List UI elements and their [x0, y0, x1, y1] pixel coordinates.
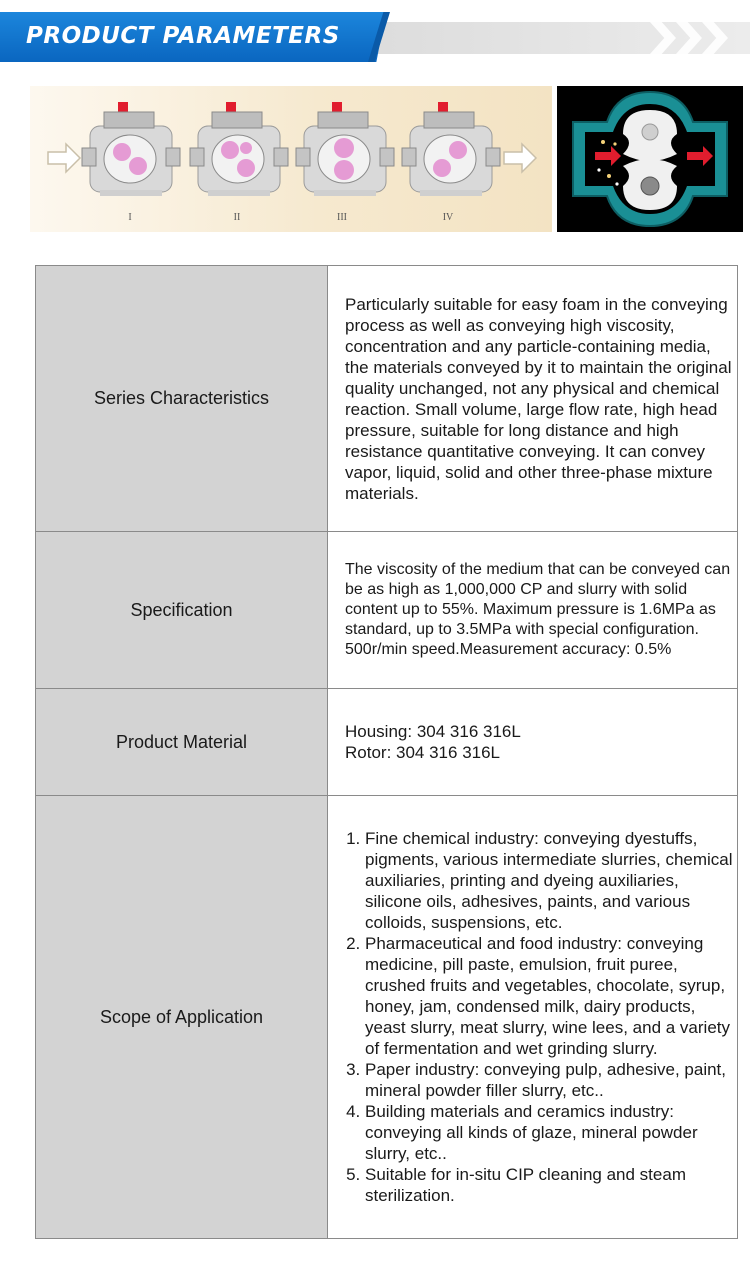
list-item: 3. Paper industry: conveying pulp, adhesive, paint, mineral powder filler slurry, etc..: [365, 1059, 735, 1101]
row-label-scope-of-application: Scope of Application: [36, 796, 328, 1239]
pump-stage-1: [82, 102, 180, 196]
pump-stages-svg: [30, 86, 552, 232]
header-banner: [0, 12, 750, 62]
list-item: 5. Suitable for in-situ CIP cleaning and steam sterilization.: [365, 1164, 735, 1206]
stage-label: III: [337, 212, 347, 223]
list-item: 1. Fine chemical industry: conveying dyestuffs, pigments, various intermediate slurries, chemical auxiliaries, printing and dyeing auxiliaries, silicone oils, adhesives, paints, and various colloids, suspensions, etc.: [365, 828, 735, 933]
material-rotor: Rotor: 304 316 316L: [345, 743, 501, 762]
pump-stage-3: [296, 102, 394, 196]
row-value-scope-of-application: [328, 796, 738, 1239]
lobe-pump-stages-illustration: [30, 86, 552, 232]
row-value-series-characteristics: Particularly suitable for easy foam in the conveying process as well as conveying high viscosity, concentration and any particle-containing media, the materials conveyed by it to maintain the original quality unchanged, not any physical and chemical reaction. Small volume, large flow rate, high head pressure, suitable for long distance and high resistance quantitative conveying. It can convey vapor, liquid, solid and other three-phase mixture materials.: [328, 266, 738, 532]
parameters-table: [35, 265, 738, 1239]
list-item: 2. Pharmaceutical and food industry: conveying medicine, pill paste, emulsion, fruit puree, crushed fruits and vegetables, chocolate, syrup, honey, jam, condensed milk, dairy products, yeast slurry, meat slurry, wine lees, and a variety of fermentation and wet grinding slurry.: [365, 933, 735, 1059]
list-item: 4. Building materials and ceramics industry: conveying all kinds of glaze, mineral powder slurry, etc..: [365, 1101, 735, 1164]
table-row: [36, 796, 738, 1239]
inlet-arrow-icon: [48, 144, 80, 172]
table-row: [36, 266, 738, 532]
stage-label: II: [233, 212, 241, 223]
outlet-arrow-icon: [504, 144, 536, 172]
page-title: PRODUCT PARAMETERS: [26, 23, 340, 49]
row-label-specification: Specification: [36, 532, 328, 689]
material-housing: Housing: 304 316 316L: [345, 722, 521, 741]
stage-label: I: [128, 212, 132, 223]
row-value-product-material: [328, 689, 738, 796]
pump-stage-4: [402, 102, 500, 196]
table-row: [36, 689, 738, 796]
stage-label: IV: [442, 212, 454, 223]
table-row: [36, 532, 738, 689]
rotor-cross-section-diagram: [557, 86, 743, 232]
row-label-product-material: Product Material: [36, 689, 328, 796]
rotor-diagram-svg: [557, 86, 743, 232]
application-list: [345, 828, 735, 1206]
row-label-series-characteristics: Series Characteristics: [36, 266, 328, 532]
pump-stage-2: [190, 102, 288, 196]
row-value-specification: The viscosity of the medium that can be conveyed can be as high as 1,000,000 CP and slurry with solid content up to 55%. Maximum pressure is 1.6MPa as standard, up to 3.5MPa with special configuration. 500r/min speed.Measurement accuracy: 0.5%: [328, 532, 738, 689]
